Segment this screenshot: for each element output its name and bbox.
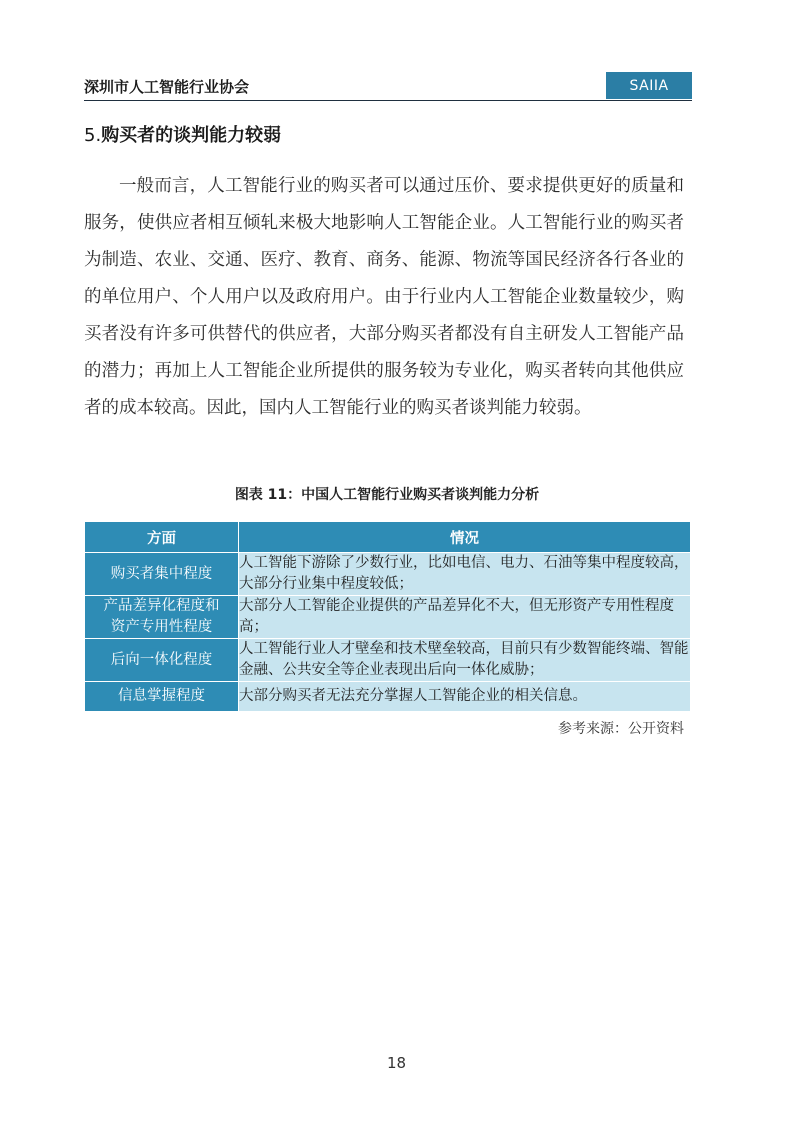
section-title: 购买者的谈判能力较弱 (101, 125, 282, 146)
row-description: 人工智能下游除了少数行业，比如电信、电力、石油等集中程度较高，大部分行业集中程度较低； (239, 553, 691, 596)
table-row (85, 682, 691, 712)
analysis-table (84, 521, 691, 712)
section-number: 5. (84, 125, 102, 146)
column-header-aspect: 方面 (85, 522, 239, 553)
page-header (84, 74, 692, 101)
row-aspect (85, 682, 239, 712)
header-badge: SAIIA (606, 72, 692, 99)
aspect-line: 购买者集中程度 (110, 565, 213, 582)
table-header-row (85, 522, 691, 553)
row-description: 人工智能行业人才壁垒和技术壁垒较高，目前只有少数智能终端、智能金融、公共安全等企业表现出后向一体化威胁； (239, 639, 691, 682)
row-description: 大部分购买者无法充分掌握人工智能企业的相关信息。 (239, 682, 691, 712)
header-org-name: 深圳市人工智能行业协会 (84, 78, 250, 96)
row-description: 大部分人工智能企业提供的产品差异化不大，但无形资产专用性程度高； (239, 596, 691, 639)
table-row (85, 553, 691, 596)
row-aspect (85, 553, 239, 596)
aspect-line: 产品差异化程度和 (103, 598, 220, 614)
aspect-line: 后向一体化程度 (110, 651, 213, 668)
section-heading (84, 121, 281, 147)
table-caption: 图表 11：中国人工智能行业购买者谈判能力分析 (234, 487, 540, 503)
aspect-line: 资产专用性程度 (110, 619, 213, 635)
table-row (85, 639, 691, 682)
row-aspect (85, 596, 239, 639)
page-number: 18 (386, 1054, 407, 1072)
column-header-situation: 情况 (239, 522, 691, 553)
row-aspect (85, 639, 239, 682)
aspect-line: 信息掌握程度 (118, 688, 205, 704)
table-row (85, 596, 691, 639)
body-paragraph: 一般而言，人工智能行业的购买者可以通过压价、要求提供更好的质量和服务，使供应者相互倾轧来极大地影响人工智能企业。人工智能行业的购买者为制造、农业、交通、医疗、教育、商务、能源、物流等国民经济各行各业的的单位用户、个人用户以及政府用户。由于行业内人工智能企业数量较少，购买者没有许多可供替代的供应者，大部分购买者都没有自主研发人工智能产品的潜力；再加上人工智能企业所提供的服务较为专业化，购买者转向其他供应者的成本较高。因此，国内人工智能行业的购买者谈判能力较弱。 (84, 176, 684, 418)
table-source-note: 参考来源：公开资料 (558, 721, 684, 737)
